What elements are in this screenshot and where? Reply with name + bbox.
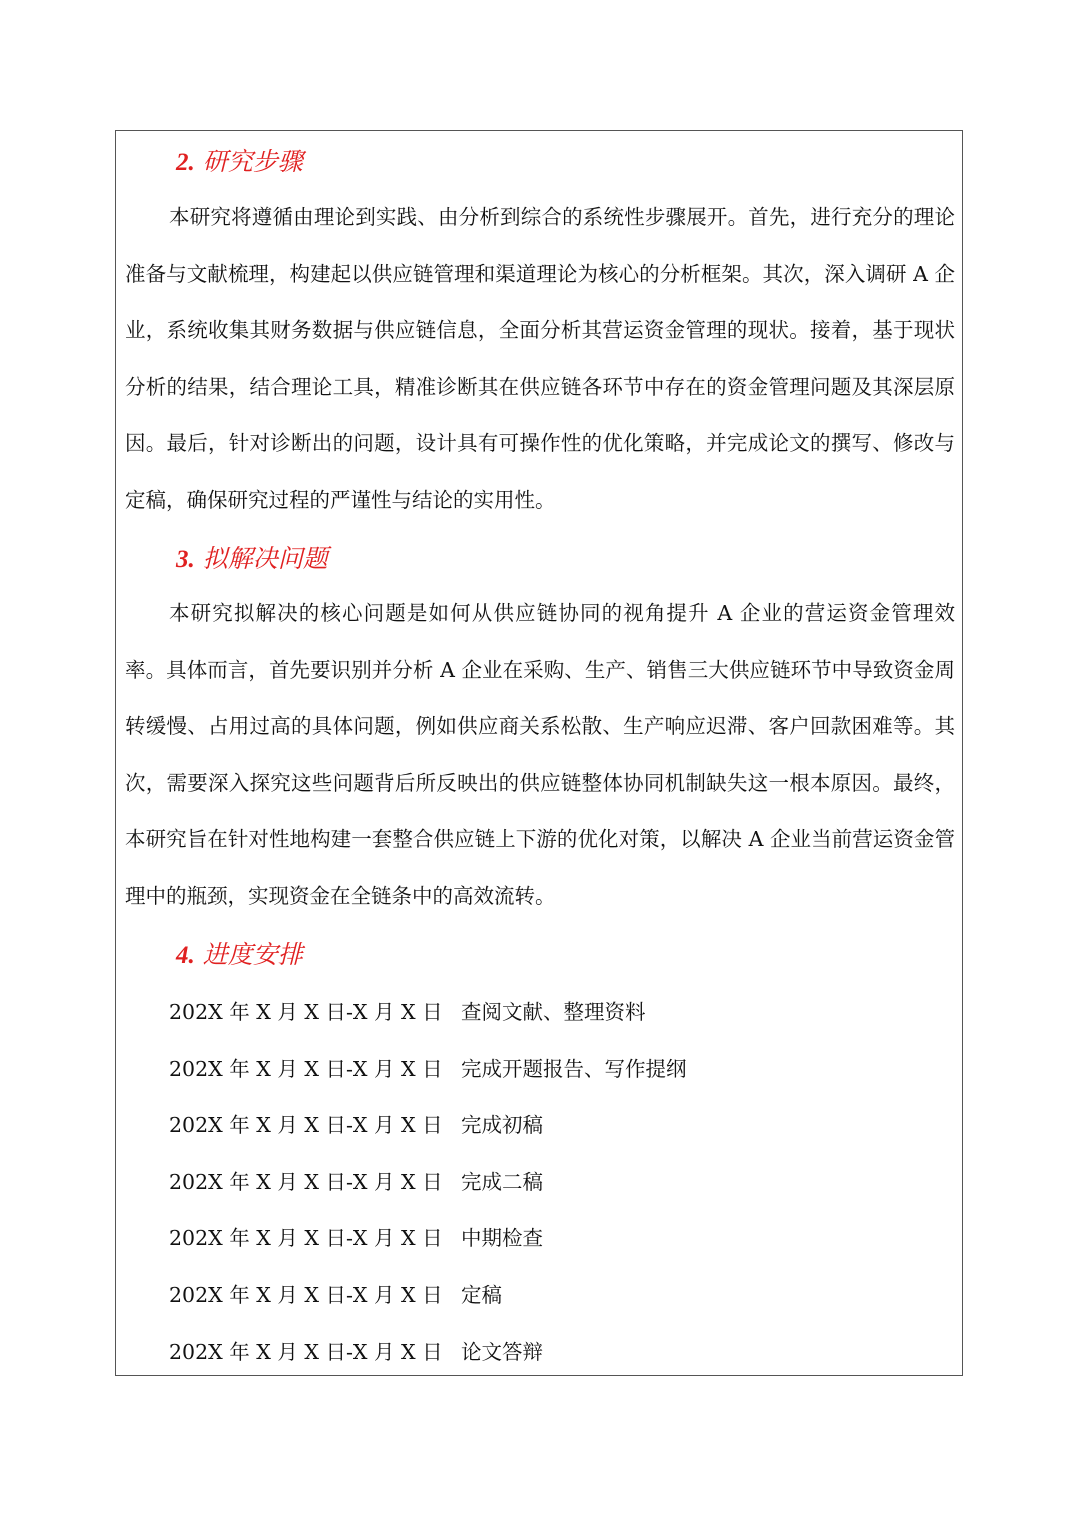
- schedule-task: 论文答辩: [461, 1340, 543, 1364]
- schedule-date: 202X 年 X 月 X 日-X 月 X 日: [169, 1340, 443, 1364]
- schedule-task: 完成开题报告、写作提纲: [461, 1057, 687, 1081]
- section-number: 3.: [176, 546, 195, 573]
- section-title: 进度安排: [202, 940, 303, 969]
- schedule-date: 202X 年 X 月 X 日-X 月 X 日: [169, 1283, 443, 1307]
- schedule-item: [169, 995, 646, 1025]
- schedule-item: [169, 1221, 543, 1251]
- schedule-date: 202X 年 X 月 X 日-X 月 X 日: [169, 1113, 443, 1137]
- section-heading-problems: [176, 539, 328, 575]
- schedule-task: 完成初稿: [461, 1113, 543, 1137]
- schedule-item: [169, 1108, 543, 1138]
- section-title: 拟解决问题: [202, 544, 328, 573]
- section-title: 研究步骤: [202, 147, 303, 176]
- schedule-date: 202X 年 X 月 X 日-X 月 X 日: [169, 1226, 443, 1250]
- schedule-date: 202X 年 X 月 X 日-X 月 X 日: [169, 1170, 443, 1194]
- steps-paragraph: 本研究将遵循由理论到实践、由分析到综合的系统性步骤展开。首先，进行充分的理论准备与文献梳理，构建起以供应链管理和渠道理论为核心的分析框架。其次，深入调研 A 企业，系统收集其财务数据与供应链信息，全面分析其营运资金管理的现状。接着，基于现状分析的结果，结合理论工具，精准诊断其在供应链各环节中存在的资金管理问题及其深层原因。最后，针对诊断出的问题，设计具有可操作性的优化策略，并完成论文的撰写、修改与定稿，确保研究过程的严谨性与结论的实用性。: [125, 205, 955, 512]
- schedule-task: 完成二稿: [461, 1170, 543, 1194]
- section-heading-steps: [176, 142, 303, 178]
- schedule-item: [169, 1052, 687, 1082]
- schedule-item: [169, 1165, 543, 1195]
- schedule-task: 定稿: [461, 1283, 502, 1307]
- problems-paragraph: 本研究拟解决的核心问题是如何从供应链协同的视角提升 A 企业的营运资金管理效率。具体而言，首先要识别并分析 A 企业在采购、生产、销售三大供应链环节中导致资金周转缓慢、占用过高的具体问题，例如供应商关系松散、生产响应迟滞、客户回款困难等。其次，需要深入探究这些问题背后所反映出的供应链整体协同机制缺失这一根本原因。最终，本研究旨在针对性地构建一套整合供应链上下游的优化对策，以解决 A 企业当前营运资金管理中的瓶颈，实现资金在全链条中的高效流转。: [125, 601, 955, 908]
- section-number: 2.: [176, 149, 195, 176]
- schedule-task: 中期检查: [461, 1226, 543, 1250]
- schedule-item: [169, 1278, 502, 1308]
- schedule-date: 202X 年 X 月 X 日-X 月 X 日: [169, 1057, 443, 1081]
- schedule-task: 查阅文献、整理资料: [461, 1000, 646, 1024]
- section-heading-schedule: [176, 935, 303, 971]
- section-number: 4.: [176, 942, 195, 969]
- schedule-date: 202X 年 X 月 X 日-X 月 X 日: [169, 1000, 443, 1024]
- schedule-item: [169, 1335, 543, 1365]
